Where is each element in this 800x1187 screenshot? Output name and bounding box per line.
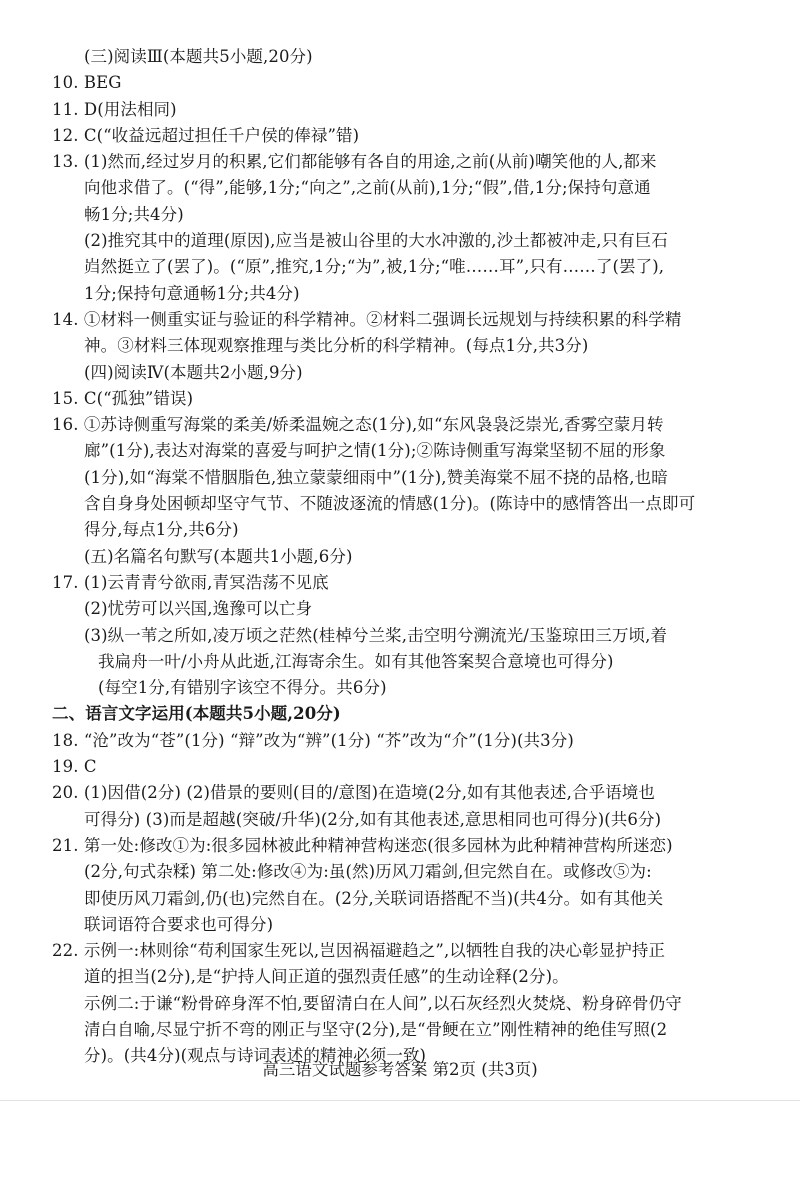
page-footer: 高三语文试题参考答案 第2页 (共3页) bbox=[262, 1060, 538, 1079]
text-line: 14. ①材料一侧重实证与验证的科学精神。②材料二强调长远规划与持续积累的科学精 bbox=[52, 309, 682, 329]
text-line: 21. 第一处:修改①为:很多园林被此种精神营构迷恋(很多园林为此种精神营构所迷恋) bbox=[52, 835, 673, 855]
text-line: (2)忧劳可以兴国,逸豫可以亡身 bbox=[84, 599, 313, 619]
text-line: (四)阅读Ⅳ(本题共2小题,9分) bbox=[84, 362, 303, 382]
text-line: (2分,句式杂糅) 第二处:修改④为:虽(然)历风刀霜剑,但完然自在。或修改⑤为: bbox=[84, 862, 652, 882]
text-line: 16. ①苏诗侧重写海棠的柔美/娇柔温婉之态(1分),如“东风袅袅泛崇光,香雾空蒙月转 bbox=[52, 415, 664, 435]
text-line: 19. C bbox=[52, 757, 97, 777]
text-line: 廊”(1分),表达对海棠的喜爱与呵护之情(1分);②陈诗侧重写海棠坚韧不屈的形象 bbox=[84, 441, 666, 461]
text-line: 11. D(用法相同) bbox=[52, 99, 177, 119]
text-line: 即使历风刀霜剑,仍(也)完然自在。(2分,关联词语搭配不当)(共4分。如有其他关 bbox=[84, 888, 664, 908]
answer-content bbox=[52, 44, 752, 1070]
text-line: 20. (1)因借(2分) (2)借景的要则(目的/意图)在造境(2分,如有其他表述,合乎语境也 bbox=[52, 783, 656, 803]
text-line: 含自身身处困顿却坚守气节、不随波逐流的情感(1分)。(陈诗中的感情答出一点即可 bbox=[84, 494, 696, 514]
text-line: 清白自喻,尽显宁折不弯的刚正与坚守(2分),是“骨鲠在立”刚性精神的绝佳写照(2 bbox=[84, 1019, 668, 1039]
text-line: 可得分) (3)而是超越(突破/升华)(2分,如有其他表述,意思相同也可得分)(共6分) bbox=[84, 809, 662, 829]
text-line: 17. (1)云青青兮欲雨,青冥浩荡不见底 bbox=[52, 572, 329, 592]
text-line: (五)名篇名句默写(本题共1小题,6分) bbox=[84, 546, 353, 566]
text-line: 22. 示例一:林则徐“苟利国家生死以,岂因祸福避趋之”,以牺牲自我的决心彰显护持正 bbox=[52, 941, 666, 961]
text-line: 畅1分;共4分) bbox=[84, 204, 184, 224]
text-line: 15. C(“孤独”错误) bbox=[52, 388, 194, 408]
text-line: (1分),如“海棠不惜胭脂色,独立蒙蒙细雨中”(1分),赞美海棠不屈不挠的品格,也暗 bbox=[84, 467, 668, 487]
text-line: 联词语符合要求也可得分) bbox=[84, 914, 274, 934]
text-line: 岿然挺立了(罢了)。(“原”,推究,1分;“为”,被,1分;“唯……耳”,只有……了(罢了), bbox=[84, 257, 665, 277]
text-line: 18. “沧”改为“苍”(1分) “辩”改为“辨”(1分) “芥”改为“介”(1分)(共3分) bbox=[52, 730, 574, 750]
text-line: 向他求借了。(“得”,能够,1分;“向之”,之前(从前),1分;“假”,借,1分;保持句意通 bbox=[84, 178, 651, 198]
text-line: (三)阅读Ⅲ(本题共5小题,20分) bbox=[84, 47, 313, 66]
text-line: (2)推究其中的道理(原因),应当是被山谷里的大水冲激的,沙土都被冲走,只有巨石 bbox=[84, 231, 668, 251]
text-line: 示例二:于谦“粉骨碎身浑不怕,要留清白在人间”,以石灰经烈火焚烧、粉身碎骨仍守 bbox=[84, 993, 682, 1013]
text-line: (3)纵一苇之所如,凌万顷之茫然(桂棹兮兰桨,击空明兮溯流光/玉鉴琼田三万顷,着 bbox=[84, 625, 668, 645]
text-line: 分)。(共4分)(观点与诗词表述的精神必须一致) bbox=[84, 1046, 427, 1066]
text-line: 神。③材料三体现观察推理与类比分析的科学精神。(每点1分,共3分) bbox=[84, 336, 589, 356]
page-divider bbox=[0, 1100, 800, 1101]
text-line: 10. BEG bbox=[52, 73, 122, 93]
text-line: (每空1分,有错别字该空不得分。共6分) bbox=[98, 678, 387, 698]
text-line: 我扁舟一叶/小舟从此逝,江海寄余生。如有其他答案契合意境也可得分) bbox=[98, 651, 614, 671]
text-line: 道的担当(2分),是“护持人间正道的强烈责任感”的生动诠释(2分)。 bbox=[84, 967, 569, 987]
text-line: 二、语言文字运用(本题共5小题,20分) bbox=[52, 704, 341, 724]
text-line: 12. C(“收益远超过担任千户侯的俸禄”错) bbox=[52, 125, 360, 145]
text-line: 得分,每点1分,共6分) bbox=[84, 520, 239, 540]
text-line: 13. (1)然而,经过岁月的积累,它们都能够有各自的用途,之前(从前)嘲笑他的人,都来 bbox=[52, 152, 657, 172]
text-line: 1分;保持句意通畅1分;共4分) bbox=[84, 283, 300, 303]
